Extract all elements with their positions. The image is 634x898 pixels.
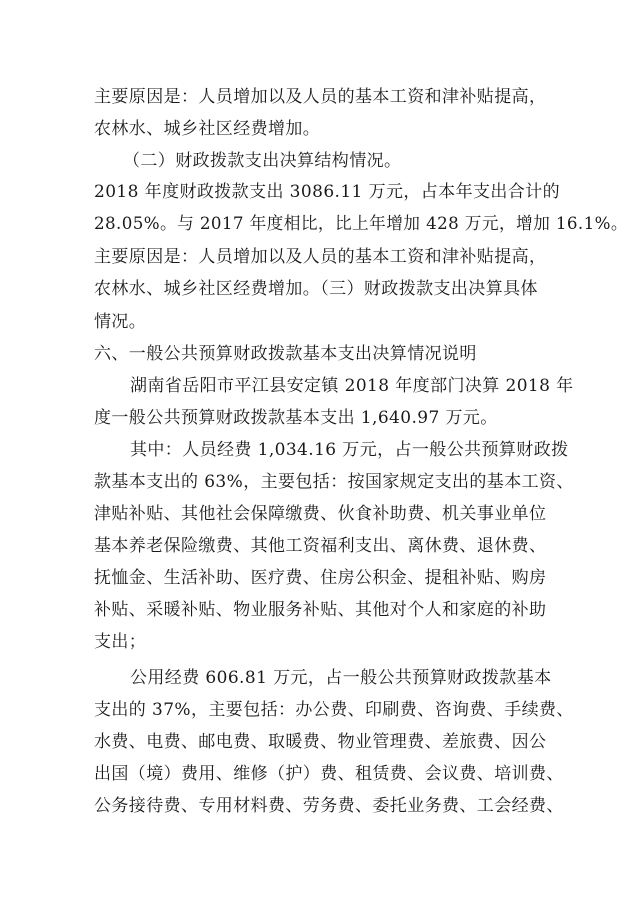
section-heading: 六、一般公共预算财政拨款基本支出决算情况说明 — [94, 344, 477, 364]
text-line: 主要原因是：人员增加以及人员的基本工资和津补贴提高， — [94, 247, 547, 267]
text-line: 度一般公共预算财政拨款基本支出 1,640.97 万元。 — [94, 408, 498, 428]
text-line: 主要原因是：人员增加以及人员的基本工资和津补贴提高， — [94, 87, 547, 107]
section-heading: （二）财政拨款支出决算结构情况。 — [123, 151, 402, 171]
text-line: 支出； — [94, 632, 147, 652]
text-line: 其中：人员经费 1,034.16 万元，占一般公共预算财政拨 — [130, 440, 569, 460]
text-line: 农林水、城乡社区经费增加。 — [94, 119, 321, 139]
text-line: 基本养老保险缴费、其他工资福利支出、离休费、退休费、 — [94, 536, 547, 556]
text-line: 情况。 — [94, 312, 147, 332]
text-line: 农林水、城乡社区经费增加。（三）财政拨款支出决算具体 — [94, 279, 538, 299]
text-line: 公用经费 606.81 万元，占一般公共预算财政拨款基本 — [130, 668, 552, 688]
text-line: 水费、电费、邮电费、取暖费、物业管理费、差旅费、因公 — [94, 732, 547, 752]
text-line: 支出的 37%，主要包括：办公费、印刷费、咨询费、手续费、 — [94, 700, 574, 720]
text-line: 补贴、采暖补贴、物业服务补贴、其他对个人和家庭的补助 — [94, 600, 547, 620]
text-line: 28.05%。与 2017 年度相比，比上年增加 428 万元，增加 16.1%。 — [94, 214, 628, 234]
text-line: 2018 年度财政拨款支出 3086.11 万元，占本年支出合计的 — [94, 182, 560, 202]
text-line: 抚恤金、生活补助、医疗费、住房公积金、提租补贴、购房 — [94, 568, 547, 588]
text-line: 津贴补贴、其他社会保障缴费、伙食补助费、机关事业单位 — [94, 504, 547, 524]
text-line: 款基本支出的 63%，主要包括：按国家规定支出的基本工资、 — [94, 472, 574, 492]
text-line: 公务接待费、专用材料费、劳务费、委托业务费、工会经费、 — [94, 796, 564, 816]
text-line: 出国（境）费用、维修（护）费、租赁费、会议费、培训费、 — [94, 764, 564, 784]
text-line: 湖南省岳阳市平江县安定镇 2018 年度部门决算 2018 年 — [130, 376, 574, 396]
